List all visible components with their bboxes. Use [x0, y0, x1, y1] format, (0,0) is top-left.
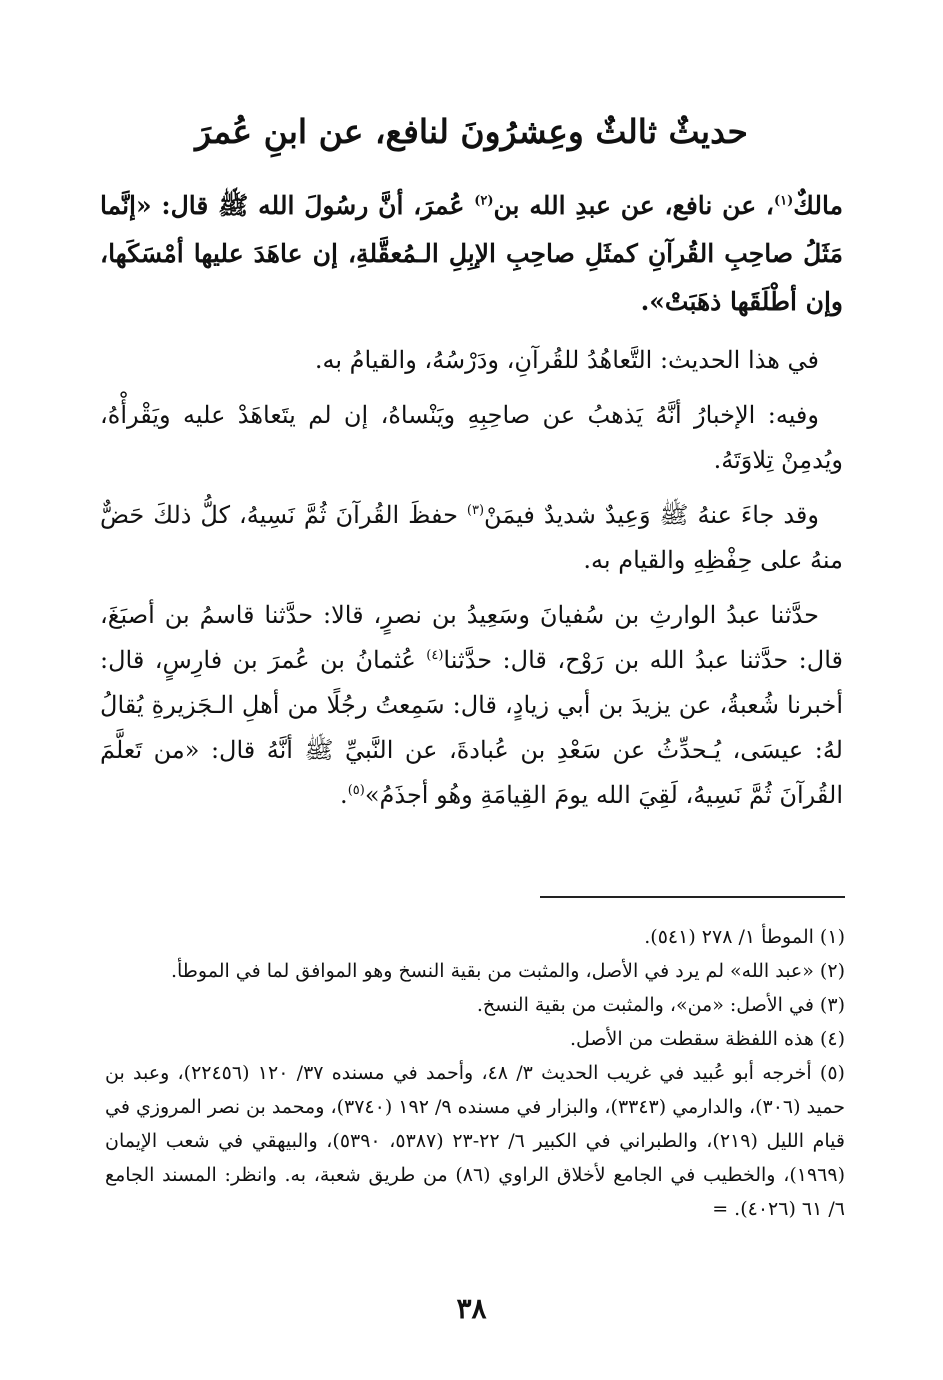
chapter-title: حديثٌ ثالثٌ وعِشرُونَ لنافع، عن ابنِ عُمرَ — [195, 112, 748, 151]
hadith-chain: ، عن نافع، عن عبدِ الله بن — [493, 191, 774, 220]
commentary-paragraph-1: في هذا الحديث: التَّعاهُدُ للقُرآنِ، ودَرْسُهُ، والقيامُ به. — [314, 346, 819, 374]
footnote-ref-2[interactable]: (٢) — [474, 193, 494, 209]
main-text — [100, 182, 843, 828]
commentary-paragraph-3 — [100, 493, 843, 583]
page-number: ٣٨ — [456, 1292, 487, 1325]
footnote-ref-4[interactable]: (٤) — [426, 648, 444, 663]
footnote-4: (٤) هذه اللفظة سقطت من الأصل. — [569, 1028, 845, 1050]
footnote-5: (٥) أخرجه أبو عُبيد في غريب الحديث ٣/ ٤٨، وأحمد في مسنده ٣٧/ ١٢٠ (٢٢٤٥٦)، وعبد بن حميد (٣٠٦)، والدارمي (٣٣٤٣)، والبزار في مسنده ٩/ ١٩٢ (٣٧٤٠)، ومحمد بن نصر المروزي في قيام الليل (٢١٩)، والطبراني في الكبير ٦/ ٢٢-٢٣ (٥٣٨٧، ٥٣٩٠)، والبيهقي في شعب الإيمان (١٩٦٩)، والخطيب في الجامع لأخلاق الراوي (٨٦) من طريق شعبة، به. وانظر: المسند الجامع ٦/ ٦١ (٤٠٢٦). = — [105, 1062, 846, 1220]
isnad-text-b: عُثمانُ بن عُمرَ بن فارِسٍ، قال: أخبرنا شُعبةُ، عن يزيدَ بن أبي زيادٍ، قال: سَمِعتُ رجُلًا من أهلِ الـجَزيرةِ يُقالُ لهُ: عيسَى، يُـحدِّثُ عن سَعْدِ بن عُبادةَ، عن النَّبيِّ ﷺ أنَّهُ قال: «من تَعلَّمَ القُرآنَ ثُمَّ نَسِيهُ، لَقِيَ الله يومَ القِيامَةِ وهُو أجذَمُ» — [100, 646, 843, 809]
isnad-paragraph — [100, 593, 843, 818]
paragraph-3-text-b: حفظَ القُرآنَ ثُمَّ نَسِيهُ، كلُّ ذلكَ حَضٌّ منهُ على حِفْظِهِ والقيام به. — [100, 501, 843, 574]
footnote-ref-1[interactable]: (١) — [774, 193, 794, 209]
hadith-matn: عُمرَ، أنَّ رسُولَ الله ﷺ قال: «إنَّما مَثَلُ صاحِبِ القُرآنِ كمثَلِ صاحِبِ الإبِلِ الـمُعقَّلةِ، إن عاهَدَ عليها أمْسَكَها، وإن أطْلَقَها ذهَبَتْ». — [100, 191, 843, 316]
footnote-ref-5[interactable]: (٥) — [347, 783, 365, 798]
isnad-text-a: حدَّثنا عبدُ الوارثِ بن سُفيانَ وسَعِيدُ بن نصرٍ، قالا: حدَّثنا قاسمُ بن أصبَغَ، قال: حدَّثنا عبدُ الله بن رَوْح، قال: حدَّثنا — [100, 601, 843, 674]
footnotes — [105, 920, 845, 1226]
footnote-ref-3[interactable]: (٣) — [466, 503, 485, 518]
commentary-paragraph-2: وفيه: الإخبارُ أنَّهُ يَذهبُ عن صاحِبِهِ ويَنْساهُ، إن لم يتَعاهَدْ عليه ويَقْرأْهُ، ويُدمِنْ تِلاوَتَهُ. — [100, 401, 843, 474]
footnote-3: (٣) في الأصل: «من»، والمثبت من بقية النسخ. — [476, 994, 845, 1016]
footnote-divider — [540, 896, 845, 898]
hadith-narrator: مالكٌ — [793, 191, 843, 220]
hadith-text — [100, 182, 843, 326]
footnote-2: (٢) «عبد الله» لم يرد في الأصل، والمثبت من بقية النسخ وهو الموافق لما في الموطأ. — [170, 960, 845, 982]
isnad-text-end: . — [340, 781, 348, 809]
footnote-1: (١) الموطأ ١/ ٢٧٨ (٥٤١). — [644, 926, 845, 948]
paragraph-3-text-a: وقد جاءَ عنهُ ﷺ وَعِيدٌ شديدٌ فيمَنْ — [484, 501, 819, 529]
